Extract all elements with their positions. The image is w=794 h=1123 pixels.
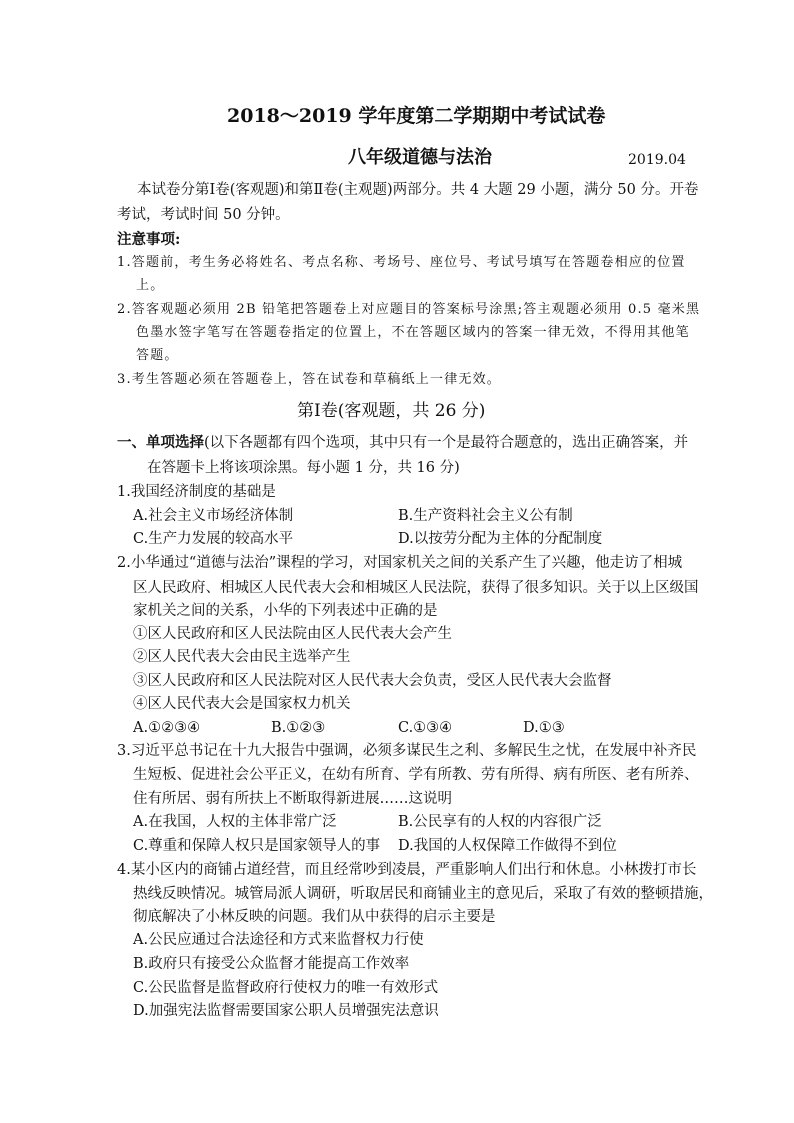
notes-heading: 注意事项: xyxy=(117,231,181,248)
q4-stem-3: 彻底解决了小林反映的问题。我们从中获得的启示主要是 xyxy=(133,909,496,925)
note-line-2c: 答题。 xyxy=(136,348,179,363)
q2-statement-3: ③区人民政府和区人民法院对区人民代表大会负责，受区人民代表大会监督 xyxy=(133,673,612,689)
q3-stem-3: 住有所居、弱有所扶上不断取得新进展……这说明 xyxy=(133,791,452,807)
q1-option-a: A.社会主义市场经济体制 xyxy=(133,508,294,524)
section-title: 第Ⅰ卷(客观题，共 26 分) xyxy=(297,401,486,421)
q1-stem: 1.我国经济制度的基础是 xyxy=(117,484,276,500)
q4-option-b: B.政府只有接受公众监督才能提高工作效率 xyxy=(133,956,410,972)
q2-statement-2: ②区人民代表大会由民主选举产生 xyxy=(133,649,351,665)
q3-option-c: C.尊重和保障人权只是国家领导人的事 xyxy=(133,838,381,854)
part-label: 一、单项选择 xyxy=(117,434,204,451)
q3-stem-1: 3.习近平总书记在十九大报告中强调，必须多谋民生之利、多解民生之忧，在发展中补齐民 xyxy=(117,743,697,759)
q1-option-d: D.以按劳分配为主体的分配制度 xyxy=(398,531,603,547)
note-line-2: 2.答客观题必须用 2B 铅笔把答题卷上对应题目的答案标号涂黑;答主观题必须用 0.5 毫米黑 xyxy=(117,302,701,317)
part-heading xyxy=(117,433,688,453)
note-line-1b: 上。 xyxy=(136,278,165,293)
q2-statement-1: ①区人民政府和区人民法院由区人民代表大会产生 xyxy=(133,626,452,642)
q1-option-b: B.生产资料社会主义公有制 xyxy=(398,508,573,524)
part-instructions-2: 在答题卡上将该项涂黑。每小题 1 分，共 16 分) xyxy=(147,460,460,476)
q3-stem-2: 生短板、促进社会公平正义，在幼有所育、学有所教、劳有所得、病有所医、老有所养、 xyxy=(133,767,699,783)
q4-option-c: C.公民监督是监督政府行使权力的唯一有效形式 xyxy=(133,980,439,996)
q2-statement-4: ④区人民代表大会是国家权力机关 xyxy=(133,696,351,712)
q4-stem-1: 4.某小区内的商铺占道经营，而且经常吵到凌晨，严重影响人们出行和休息。小林拨打市长 xyxy=(117,862,697,878)
q2-stem-2: 区人民政府、相城区人民代表大会和相城区人民法院，获得了很多知识。关于以上区级国 xyxy=(133,580,699,596)
q2-option-a: A.①②③④ xyxy=(133,720,201,736)
exam-title: 2018～2019 学年度第二学期期中考试试卷 xyxy=(227,105,606,127)
q1-option-c: C.生产力发展的较高水平 xyxy=(133,531,294,547)
q4-option-d: D.加强宪法监督需要国家公职人员增强宪法意识 xyxy=(133,1003,439,1019)
intro-line-1: 本试卷分第Ⅰ卷(客观题)和第Ⅱ卷(主观题)两部分。共 4 大题 29 小题，满分 50 分。开卷 xyxy=(137,182,699,198)
exam-date: 2019.04 xyxy=(628,152,686,168)
intro-line-2: 考试，考试时间 50 分钟。 xyxy=(117,207,290,223)
q2-stem-3: 家机关之间的关系，小华的下列表述中正确的是 xyxy=(133,603,438,619)
note-line-3: 3.考生答题必须在答题卷上，答在试卷和草稿纸上一律无效。 xyxy=(117,372,502,387)
q2-stem-1: 2.小华通过“道德与法治”课程的学习，对国家机关之间的关系产生了兴趣，他走访了相城 xyxy=(117,555,683,571)
q3-option-d: D.我国的人权保障工作做得不到位 xyxy=(398,838,617,854)
q3-option-b: B.公民享有的人权的内容很广泛 xyxy=(398,814,602,830)
note-line-1: 1.答题前，考生务必将姓名、考点名称、考场号、座位号、考试号填写在答题卷相应的位置 xyxy=(117,255,686,270)
subject-title: 八年级道德与法治 xyxy=(348,147,492,168)
q4-option-a: A.公民应通过合法途径和方式来监督权力行使 xyxy=(133,932,424,948)
note-line-2b: 色墨水签字笔写在答题卷指定的位置上，不在答题区域内的答案一律无效，不得用其他笔 xyxy=(136,325,690,340)
part-instructions: (以下各题都有四个选项，其中只有一个是最符合题意的，选出正确答案，并 xyxy=(204,435,689,451)
q2-option-d: D.①③ xyxy=(523,720,565,736)
q2-option-b: B.①②③ xyxy=(271,720,326,736)
q3-option-a: A.在我国，人权的主体非常广泛 xyxy=(133,814,337,830)
q4-stem-2: 热线反映情况。城管局派人调研，听取居民和商铺业主的意见后，采取了有效的整顿措施， xyxy=(133,886,713,902)
q2-option-c: C.①③④ xyxy=(398,720,453,736)
